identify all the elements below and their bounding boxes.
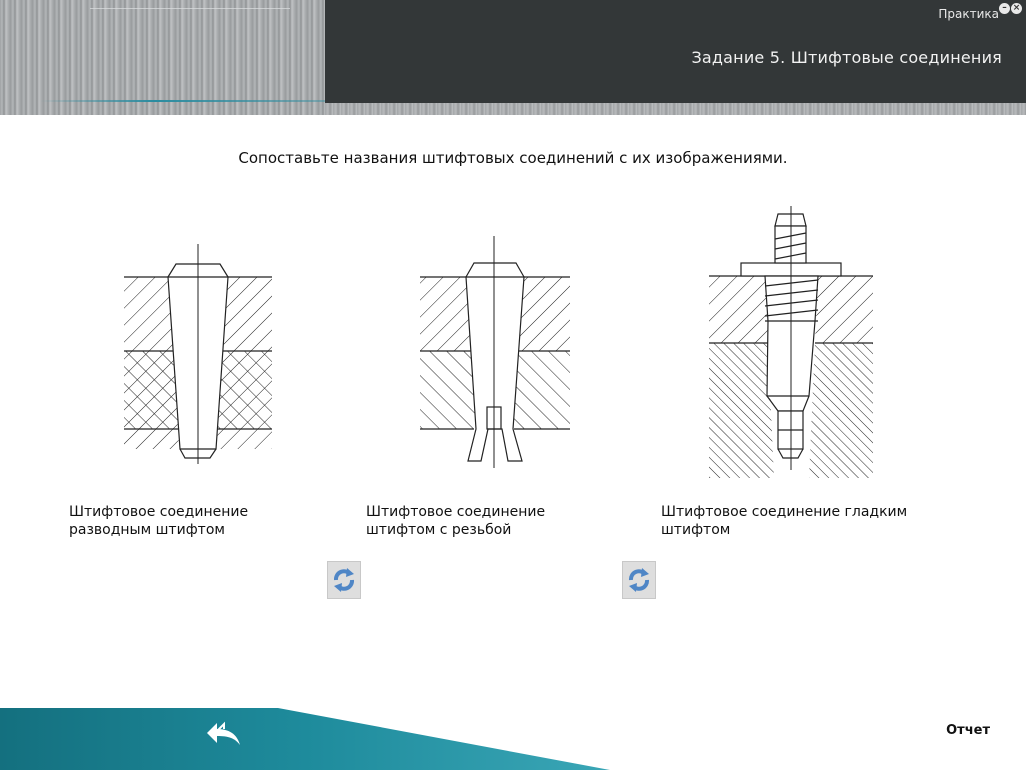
- swap-arrows-icon: [623, 562, 655, 598]
- task-instruction: Сопоставьте названия штифтовых соединений с их изображениями.: [238, 149, 788, 167]
- swap-labels-button-2[interactable]: [622, 561, 656, 599]
- header-accent-line: [40, 100, 325, 102]
- close-icon[interactable]: ×: [1012, 3, 1021, 13]
- option-label-1[interactable]: Штифтовое соединение разводным штифтом: [69, 504, 249, 538]
- option-label-3[interactable]: Штифтовое соединение гладким штифтом: [661, 504, 908, 538]
- back-button[interactable]: [205, 718, 243, 750]
- header-bar: [325, 0, 1026, 103]
- footer-band: [0, 700, 1026, 770]
- mode-label: Практика: [938, 7, 999, 21]
- figure-3-drawing[interactable]: [705, 206, 877, 480]
- swap-arrows-icon: [328, 562, 360, 598]
- figure-1-drawing[interactable]: [120, 244, 276, 464]
- page-title: Задание 5. Штифтовые соединения: [691, 48, 1002, 67]
- header-texture: [0, 0, 325, 115]
- figure-2-drawing[interactable]: [416, 236, 574, 468]
- swap-labels-button-1[interactable]: [327, 561, 361, 599]
- header-texture-strip: [325, 103, 1026, 115]
- report-button[interactable]: Отчет: [946, 723, 990, 738]
- minimize-icon[interactable]: –: [999, 3, 1010, 14]
- option-label-2[interactable]: Штифтовое соединение штифтом с резьбой: [366, 504, 546, 538]
- back-arrow-icon: [205, 718, 243, 750]
- header-decor-line: [90, 8, 290, 9]
